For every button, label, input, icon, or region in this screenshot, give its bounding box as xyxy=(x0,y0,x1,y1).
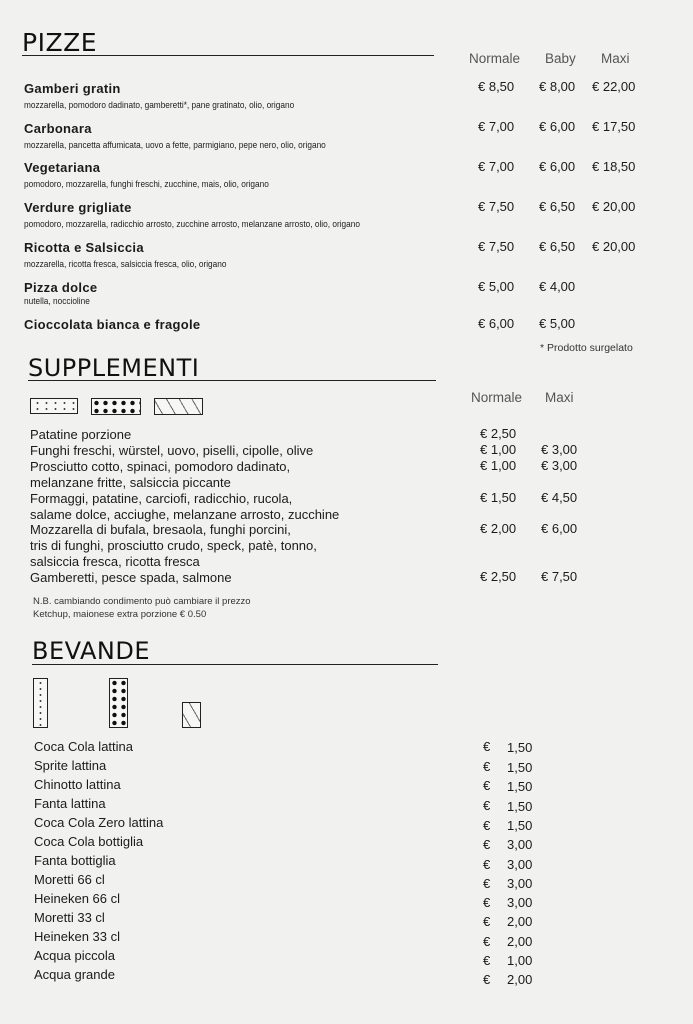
drink-currency: € xyxy=(483,953,491,968)
pizza-ingredients: pomodoro, mozzarella, radicchio arrosto, zucchine arrosto, melanzane arrosto, olio, origano xyxy=(24,219,360,229)
drink-name: Coca Cola bottiglia xyxy=(34,834,144,849)
drink-currency: € xyxy=(483,972,491,987)
supplement-price-normale: € 1,00 xyxy=(480,458,517,473)
drink-currency: € xyxy=(483,895,491,910)
drink-name: Heineken 66 cl xyxy=(34,891,120,906)
pizza-price-baby: € 6,50 xyxy=(539,199,576,214)
pizza-name: Ricotta e Salsiccia xyxy=(24,240,144,255)
bevande-title: BEVANDE xyxy=(32,637,151,665)
supplementi-note: N.B. cambiando condimento può cambiare il prezzo xyxy=(33,596,251,607)
drink-price: 1,50 xyxy=(507,740,533,755)
drink-currency: € xyxy=(483,914,491,929)
drink-size-icon-small xyxy=(33,678,48,728)
drink-name: Fanta bottiglia xyxy=(34,853,116,868)
pizza-price-baby: € 5,00 xyxy=(539,316,576,331)
supplement-price-maxi: € 7,50 xyxy=(541,569,578,584)
pizze-rule xyxy=(22,55,434,56)
drink-currency: € xyxy=(483,934,491,949)
supplement-line: melanzane fritte, salsiccia piccante xyxy=(30,475,231,490)
drink-price: 3,00 xyxy=(507,895,533,910)
drink-name: Fanta lattina xyxy=(34,796,106,811)
drink-price: 1,50 xyxy=(507,779,533,794)
pizza-name: Verdure grigliate xyxy=(24,200,132,215)
drink-name: Sprite lattina xyxy=(34,758,107,773)
pizza-ingredients: nutella, noccioline xyxy=(24,296,90,306)
pizza-price-normale: € 5,00 xyxy=(478,279,515,294)
drink-name: Chinotto lattina xyxy=(34,777,121,792)
supplement-line: Prosciutto cotto, spinaci, pomodoro dadinato, xyxy=(30,459,291,474)
drink-price: 2,00 xyxy=(507,934,533,949)
pizza-price-normale: € 7,50 xyxy=(478,199,515,214)
supplement-line: salame dolce, acciughe, melanzane arrosto, zucchine xyxy=(30,507,340,522)
pizza-name: Cioccolata bianca e fragole xyxy=(24,317,201,332)
drink-price: 2,00 xyxy=(507,914,533,929)
pizza-name: Carbonara xyxy=(24,121,92,136)
supplement-price-normale: € 2,50 xyxy=(480,426,517,441)
drink-name: Coca Cola lattina xyxy=(34,739,133,754)
supplement-price-normale: € 2,00 xyxy=(480,521,517,536)
supplement-line: Gamberetti, pesce spada, salmone xyxy=(30,570,232,585)
supplement-line: Formaggi, patatine, carciofi, radicchio, rucola, xyxy=(30,491,293,506)
pizza-price-normale: € 7,00 xyxy=(478,119,515,134)
pizza-price-baby: € 6,00 xyxy=(539,159,576,174)
pizza-ingredients: mozzarella, ricotta fresca, salsiccia fresca, olio, origano xyxy=(24,259,227,269)
pizza-price-baby: € 8,00 xyxy=(539,79,576,94)
size-icon-large xyxy=(154,398,203,415)
supplement-line: tris di funghi, prosciutto crudo, speck, patè, tonno, xyxy=(30,538,317,553)
drink-name: Moretti 66 cl xyxy=(34,872,105,887)
supplement-price-maxi: € 3,00 xyxy=(541,442,578,457)
supplement-price-maxi: € 3,00 xyxy=(541,458,578,473)
pizza-price-maxi: € 17,50 xyxy=(592,119,636,134)
drink-price: 3,00 xyxy=(507,857,533,872)
pizza-name: Pizza dolce xyxy=(24,280,98,295)
drink-currency: € xyxy=(483,759,491,774)
pizza-price-baby: € 6,00 xyxy=(539,119,576,134)
size-icon-small xyxy=(30,398,78,414)
supplementi-title: SUPPLEMENTI xyxy=(28,354,200,382)
drink-currency: € xyxy=(483,798,491,813)
drink-currency: € xyxy=(483,818,491,833)
supplement-price-maxi: € 6,00 xyxy=(541,521,578,536)
pizza-ingredients: pomodoro, mozzarella, funghi freschi, zucchine, mais, olio, origano xyxy=(24,179,269,189)
pizza-price-normale: € 7,00 xyxy=(478,159,515,174)
pizza-price-baby: € 4,00 xyxy=(539,279,576,294)
supplement-price-normale: € 1,50 xyxy=(480,490,517,505)
drink-currency: € xyxy=(483,837,491,852)
supplement-price-maxi: € 4,50 xyxy=(541,490,578,505)
drink-price: 1,50 xyxy=(507,799,533,814)
supplement-price-normale: € 2,50 xyxy=(480,569,517,584)
drink-price: 1,50 xyxy=(507,760,533,775)
drink-name: Acqua grande xyxy=(34,967,115,982)
pizza-price-normale: € 6,00 xyxy=(478,316,515,331)
pizza-price-baby: € 6,50 xyxy=(539,239,576,254)
pizza-price-maxi: € 18,50 xyxy=(592,159,636,174)
supplement-line: salsiccia fresca, ricotta fresca xyxy=(30,554,200,569)
drink-currency: € xyxy=(483,857,491,872)
supplementi-col-normale: Normale xyxy=(471,390,523,405)
drink-currency: € xyxy=(483,876,491,891)
pizze-title: PIZZE xyxy=(22,28,97,57)
supplement-price-normale: € 1,00 xyxy=(480,442,517,457)
pizze-col-baby: Baby xyxy=(545,51,576,66)
pizza-price-maxi: € 20,00 xyxy=(592,199,636,214)
supplementi-col-maxi: Maxi xyxy=(545,390,574,405)
pizza-price-maxi: € 20,00 xyxy=(592,239,636,254)
pizze-footnote: * Prodotto surgelato xyxy=(540,342,633,354)
drink-price: 1,00 xyxy=(507,953,533,968)
pizza-price-normale: € 8,50 xyxy=(478,79,515,94)
pizza-ingredients: mozzarella, pomodoro dadinato, gamberetti*, pane gratinato, olio, origano xyxy=(24,100,295,110)
drink-price: 3,00 xyxy=(507,876,533,891)
drink-price: 3,00 xyxy=(507,837,533,852)
drink-name: Heineken 33 cl xyxy=(34,929,120,944)
supplement-line: Patatine porzione xyxy=(30,427,132,442)
drink-name: Moretti 33 cl xyxy=(34,910,105,925)
pizza-name: Gamberi gratin xyxy=(24,81,121,96)
drink-currency: € xyxy=(483,739,491,754)
supplementi-note: Ketchup, maionese extra porzione € 0.50 xyxy=(33,609,207,620)
drink-currency: € xyxy=(483,778,491,793)
pizze-col-normale: Normale xyxy=(469,51,521,66)
supplementi-rule xyxy=(28,380,436,381)
drink-size-icon-large xyxy=(182,702,201,728)
drink-size-icon-medium xyxy=(109,678,128,728)
drink-price: 2,00 xyxy=(507,972,533,987)
drink-price: 1,50 xyxy=(507,818,533,833)
drink-name: Acqua piccola xyxy=(34,948,115,963)
bevande-rule xyxy=(32,664,438,665)
drink-name: Coca Cola Zero lattina xyxy=(34,815,164,830)
pizze-col-maxi: Maxi xyxy=(601,51,630,66)
pizza-price-maxi: € 22,00 xyxy=(592,79,636,94)
pizza-name: Vegetariana xyxy=(24,160,101,175)
supplement-line: Funghi freschi, würstel, uovo, piselli, cipolle, olive xyxy=(30,443,314,458)
size-icon-medium xyxy=(91,398,141,415)
supplement-line: Mozzarella di bufala, bresaola, funghi porcini, xyxy=(30,522,291,537)
pizza-price-normale: € 7,50 xyxy=(478,239,515,254)
pizza-ingredients: mozzarella, pancetta affumicata, uovo a fette, parmigiano, pepe nero, olio, origano xyxy=(24,140,326,150)
